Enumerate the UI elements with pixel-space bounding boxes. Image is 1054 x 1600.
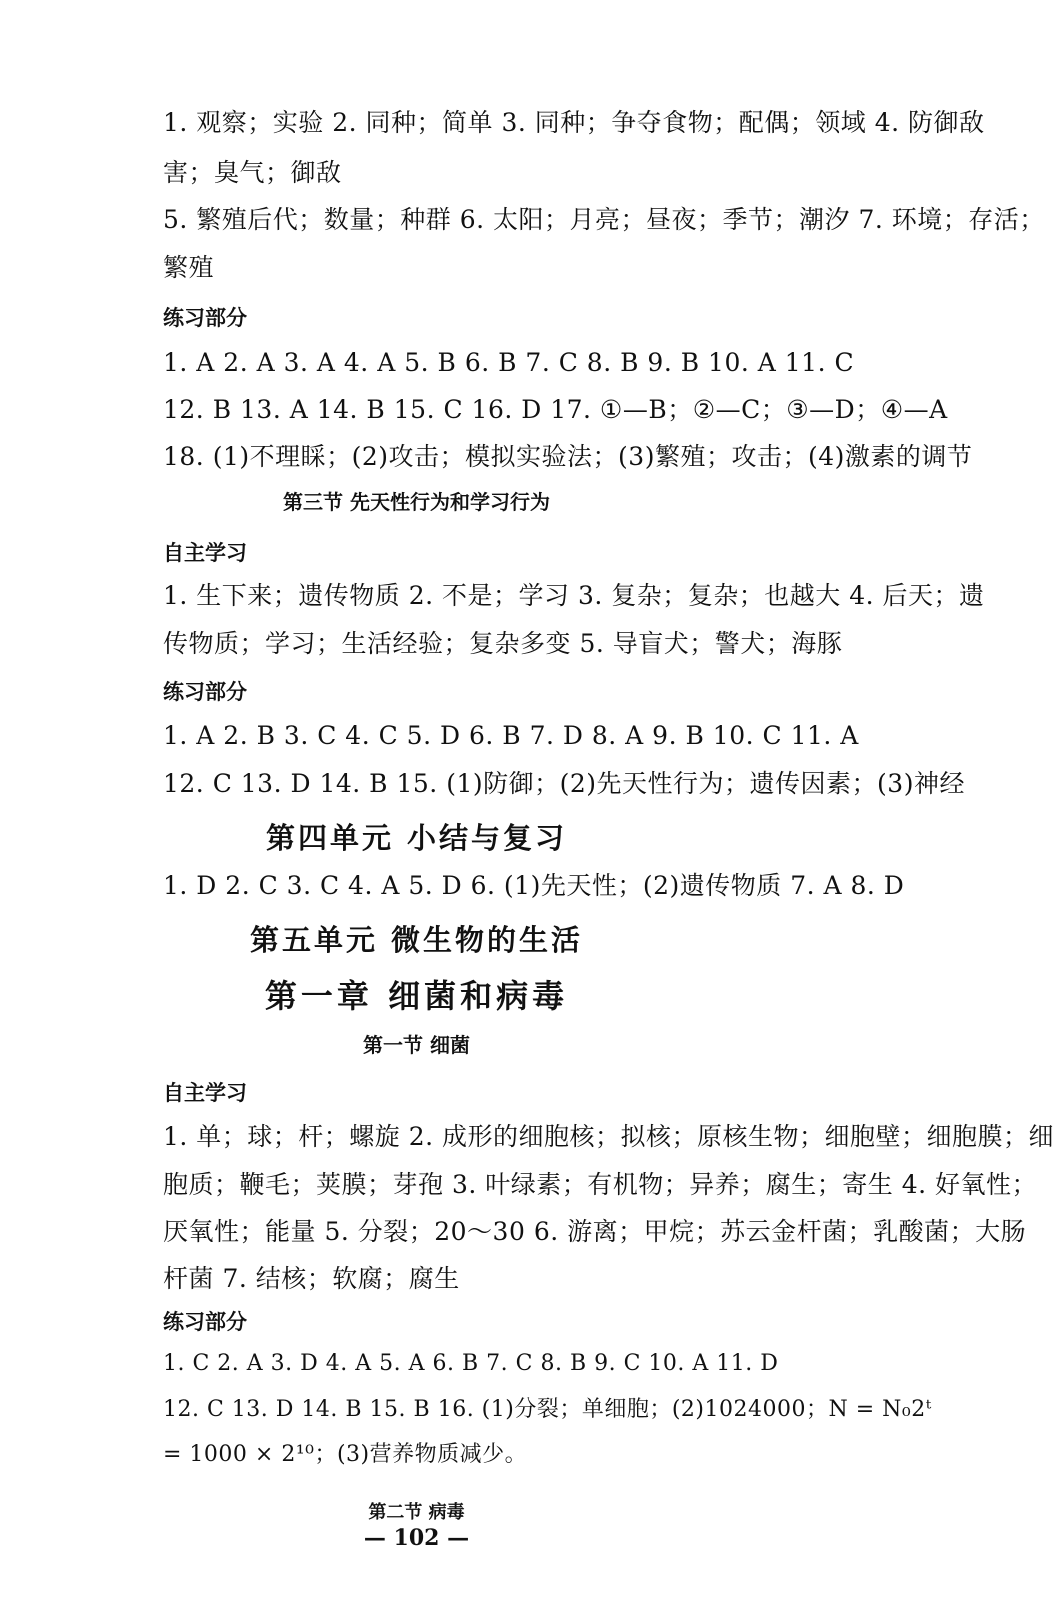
answer-line: 1. 单；球；杆；螺旋 2. 成形的细胞核；拟核；原核生物；细胞壁；细胞膜；细: [163, 1122, 1054, 1151]
practice-heading: 练习部分: [163, 680, 247, 704]
answer-line: 1. C 2. A 3. D 4. A 5. A 6. B 7. C 8. B 9. C 10. A 11. D: [163, 1351, 779, 1376]
answer-line: 害；臭气；御敌: [163, 158, 342, 187]
answer-line: 胞质；鞭毛；荚膜；芽孢 3. 叶绿素；有机物；异养；腐生；寄生 4. 好氧性；: [163, 1170, 1037, 1199]
answer-line: 5. 繁殖后代；数量；种群 6. 太阳；月亮；昼夜；季节；潮汐 7. 环境；存活；: [163, 205, 1045, 234]
unit-title: 第五单元 微生物的生活: [249, 923, 584, 957]
practice-heading: 练习部分: [163, 1310, 247, 1334]
answer-line: 1. 观察；实验 2. 同种；简单 3. 同种；争夺食物；配偶；领域 4. 防御敌: [163, 108, 985, 137]
answer-line: 18. (1)不理睬；(2)攻击；模拟实验法；(3)繁殖；攻击；(4)激素的调节: [163, 442, 973, 471]
answer-line: 12. B 13. A 14. B 15. C 16. D 17. ①—B；②—C；③—D；④—A: [163, 395, 948, 424]
answer-line: 1. D 2. C 3. C 4. A 5. D 6. (1)先天性；(2)遗传物质 7. A 8. D: [163, 871, 905, 900]
answer-line: 1. A 2. A 3. A 4. A 5. B 6. B 7. C 8. B 9. B 10. A 11. C: [163, 348, 855, 377]
unit-title: 第四单元 小结与复习: [265, 821, 568, 855]
self-study-heading: 自主学习: [163, 541, 247, 565]
answer-line: 1. A 2. B 3. C 4. C 5. D 6. B 7. D 8. A 9. B 10. C 11. A: [163, 721, 859, 750]
practice-heading: 练习部分: [163, 306, 247, 330]
answer-line: 12. C 13. D 14. B 15. (1)防御；(2)先天性行为；遗传因素；(3)神经: [163, 769, 965, 798]
next-section-title: 第二节 病毒: [368, 1502, 465, 1523]
answer-line: 传物质；学习；生活经验；复杂多变 5. 导盲犬；警犬；海豚: [163, 629, 843, 658]
page-number: — 102 —: [363, 1525, 470, 1551]
answer-line: 繁殖: [163, 253, 215, 282]
answer-line: = 1000 × 2¹⁰；(3)营养物质减少。: [163, 1442, 528, 1467]
answer-line: 厌氧性；能量 5. 分裂；20～30 6. 游离；甲烷；苏云金杆菌；乳酸菌；大肠: [163, 1217, 1027, 1246]
answer-line: 1. 生下来；遗传物质 2. 不是；学习 3. 复杂；复杂；也越大 4. 后天；遗: [163, 581, 985, 610]
chapter-title: 第一章 细菌和病毒: [264, 977, 569, 1015]
answer-line: 杆菌 7. 结核；软腐；腐生: [163, 1264, 460, 1293]
section-title: 第一节 细菌: [363, 1033, 470, 1057]
self-study-heading: 自主学习: [163, 1081, 247, 1105]
answer-line: 12. C 13. D 14. B 15. B 16. (1)分裂；单细胞；(2)1024000；N = N₀2ᵗ: [163, 1397, 932, 1422]
section-title: 第三节 先天性行为和学习行为: [283, 490, 550, 514]
